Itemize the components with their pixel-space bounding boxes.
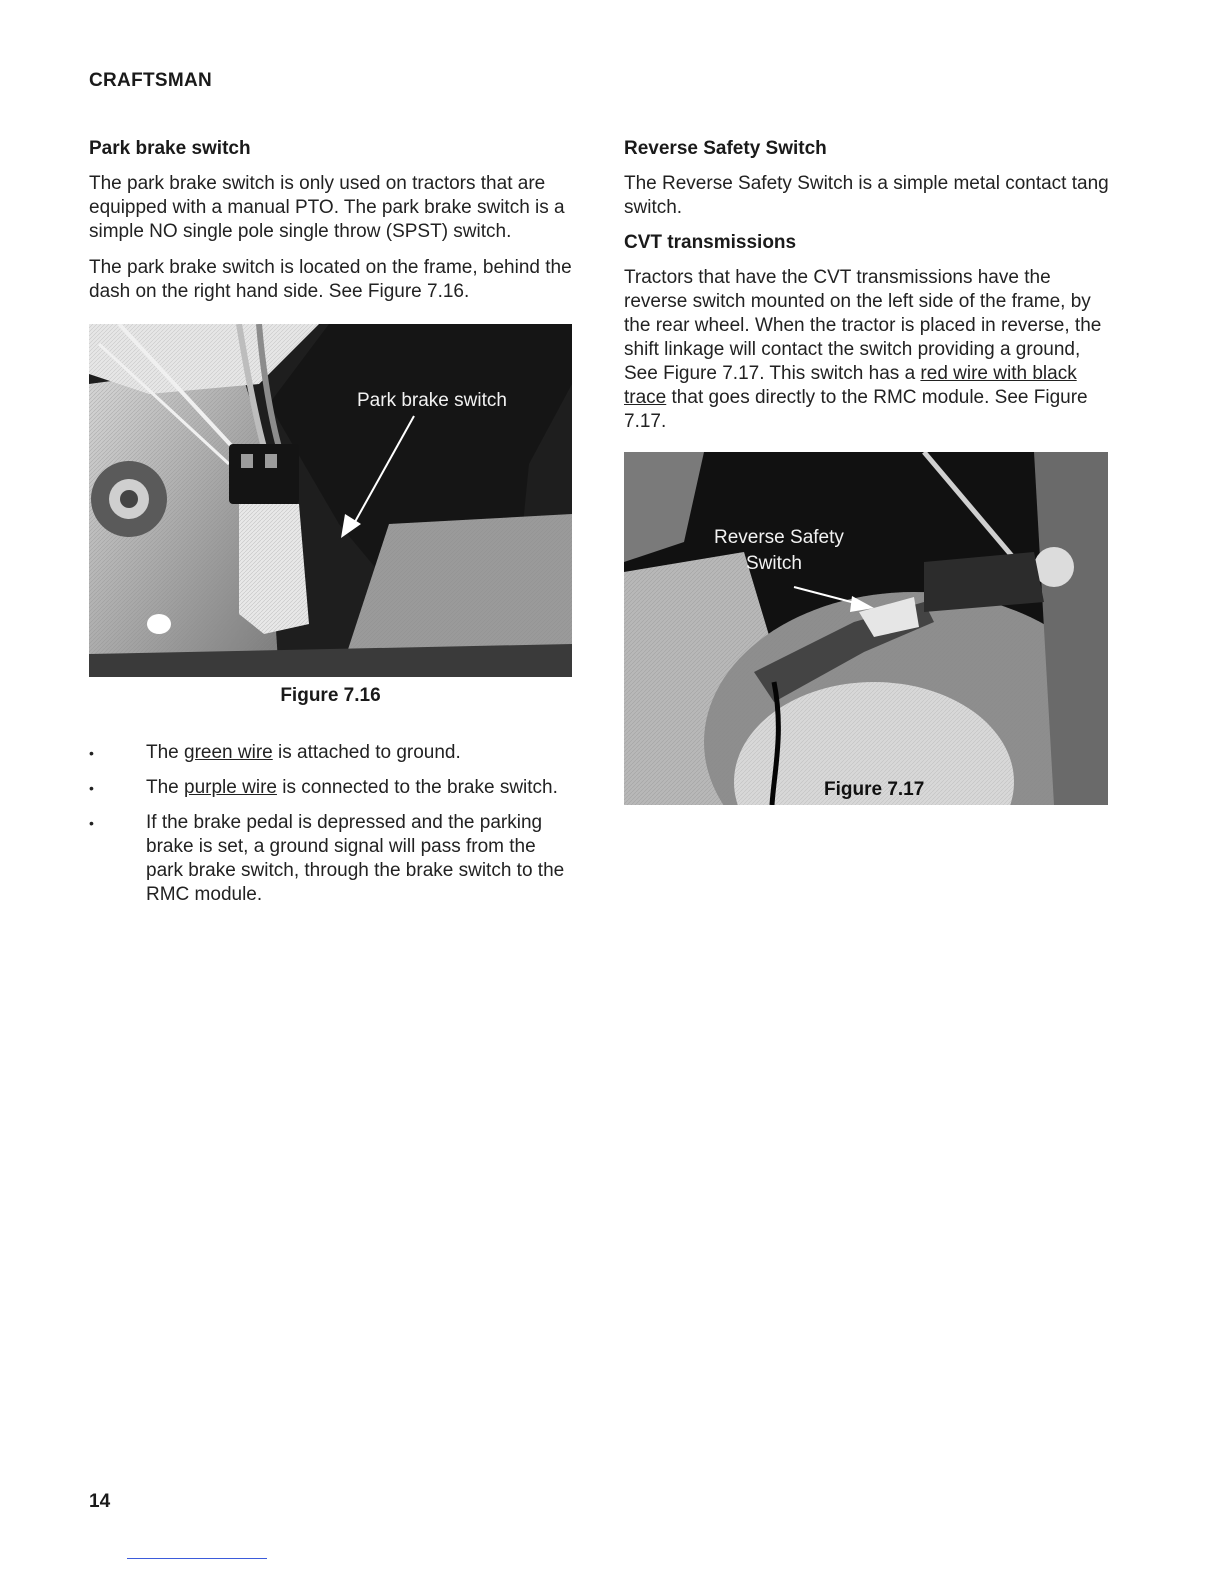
reverse-safety-label-line1: Reverse Safety bbox=[714, 527, 844, 548]
cvt-paragraph: Tractors that have the CVT transmissions have the reverse switch mounted on the left side of the frame, by the rear wheel. When the tractor is placed in reverse, the shift linkage will contact the switch providing a ground, See Figure 7.17. This switch has a red wire with black trace that goes directly to the RMC module. See Figure 7.17. bbox=[624, 267, 1102, 432]
figure-7-17-caption: Figure 7.17 bbox=[824, 779, 925, 800]
figure-7-16-caption: Figure 7.16 bbox=[280, 685, 381, 706]
right-column bbox=[624, 138, 1109, 805]
purple-wire-link: purple wire bbox=[184, 777, 277, 798]
bullet-icon: • bbox=[89, 815, 94, 831]
park-brake-switch-label: Park brake switch bbox=[357, 390, 507, 411]
list-item: • If the brake pedal is depressed and the parking brake is set, a ground signal will pass from the park brake switch, through the brake switch to the RMC module. bbox=[89, 812, 565, 905]
figure-7-16-photo bbox=[89, 324, 572, 677]
figure-7-17-photo bbox=[624, 452, 1108, 805]
green-wire-link: green wire bbox=[184, 742, 273, 763]
reverse-safety-label-line2: Switch bbox=[746, 553, 802, 574]
cvt-heading: CVT transmissions bbox=[624, 232, 797, 253]
park-brake-paragraph-1: The park brake switch is only used on tractors that are equipped with a manual PTO. The park brake switch is a simple NO single pole single throw (SPST) switch. bbox=[89, 173, 565, 242]
list-item: • The purple wire is connected to the brake switch. bbox=[89, 777, 558, 798]
left-column bbox=[89, 138, 574, 918]
page-number: 14 bbox=[89, 1491, 111, 1512]
park-brake-paragraph-2: The park brake switch is located on the frame, behind the dash on the right hand side. See Figure 7.16. bbox=[89, 257, 572, 302]
brand-header: CRAFTSMAN bbox=[89, 70, 213, 91]
reverse-safety-paragraph: The Reverse Safety Switch is a simple metal contact tang switch. bbox=[624, 173, 1109, 218]
footer-rule bbox=[127, 1558, 267, 1559]
park-brake-bullet-list bbox=[89, 741, 574, 907]
park-brake-heading: Park brake switch bbox=[89, 138, 251, 159]
bullet-icon: • bbox=[89, 780, 94, 796]
list-item: • The green wire is attached to ground. bbox=[89, 742, 461, 763]
red-wire-link: red wire with black trace bbox=[624, 363, 1077, 408]
reverse-safety-heading: Reverse Safety Switch bbox=[624, 138, 827, 159]
bullet-icon: • bbox=[89, 745, 94, 761]
